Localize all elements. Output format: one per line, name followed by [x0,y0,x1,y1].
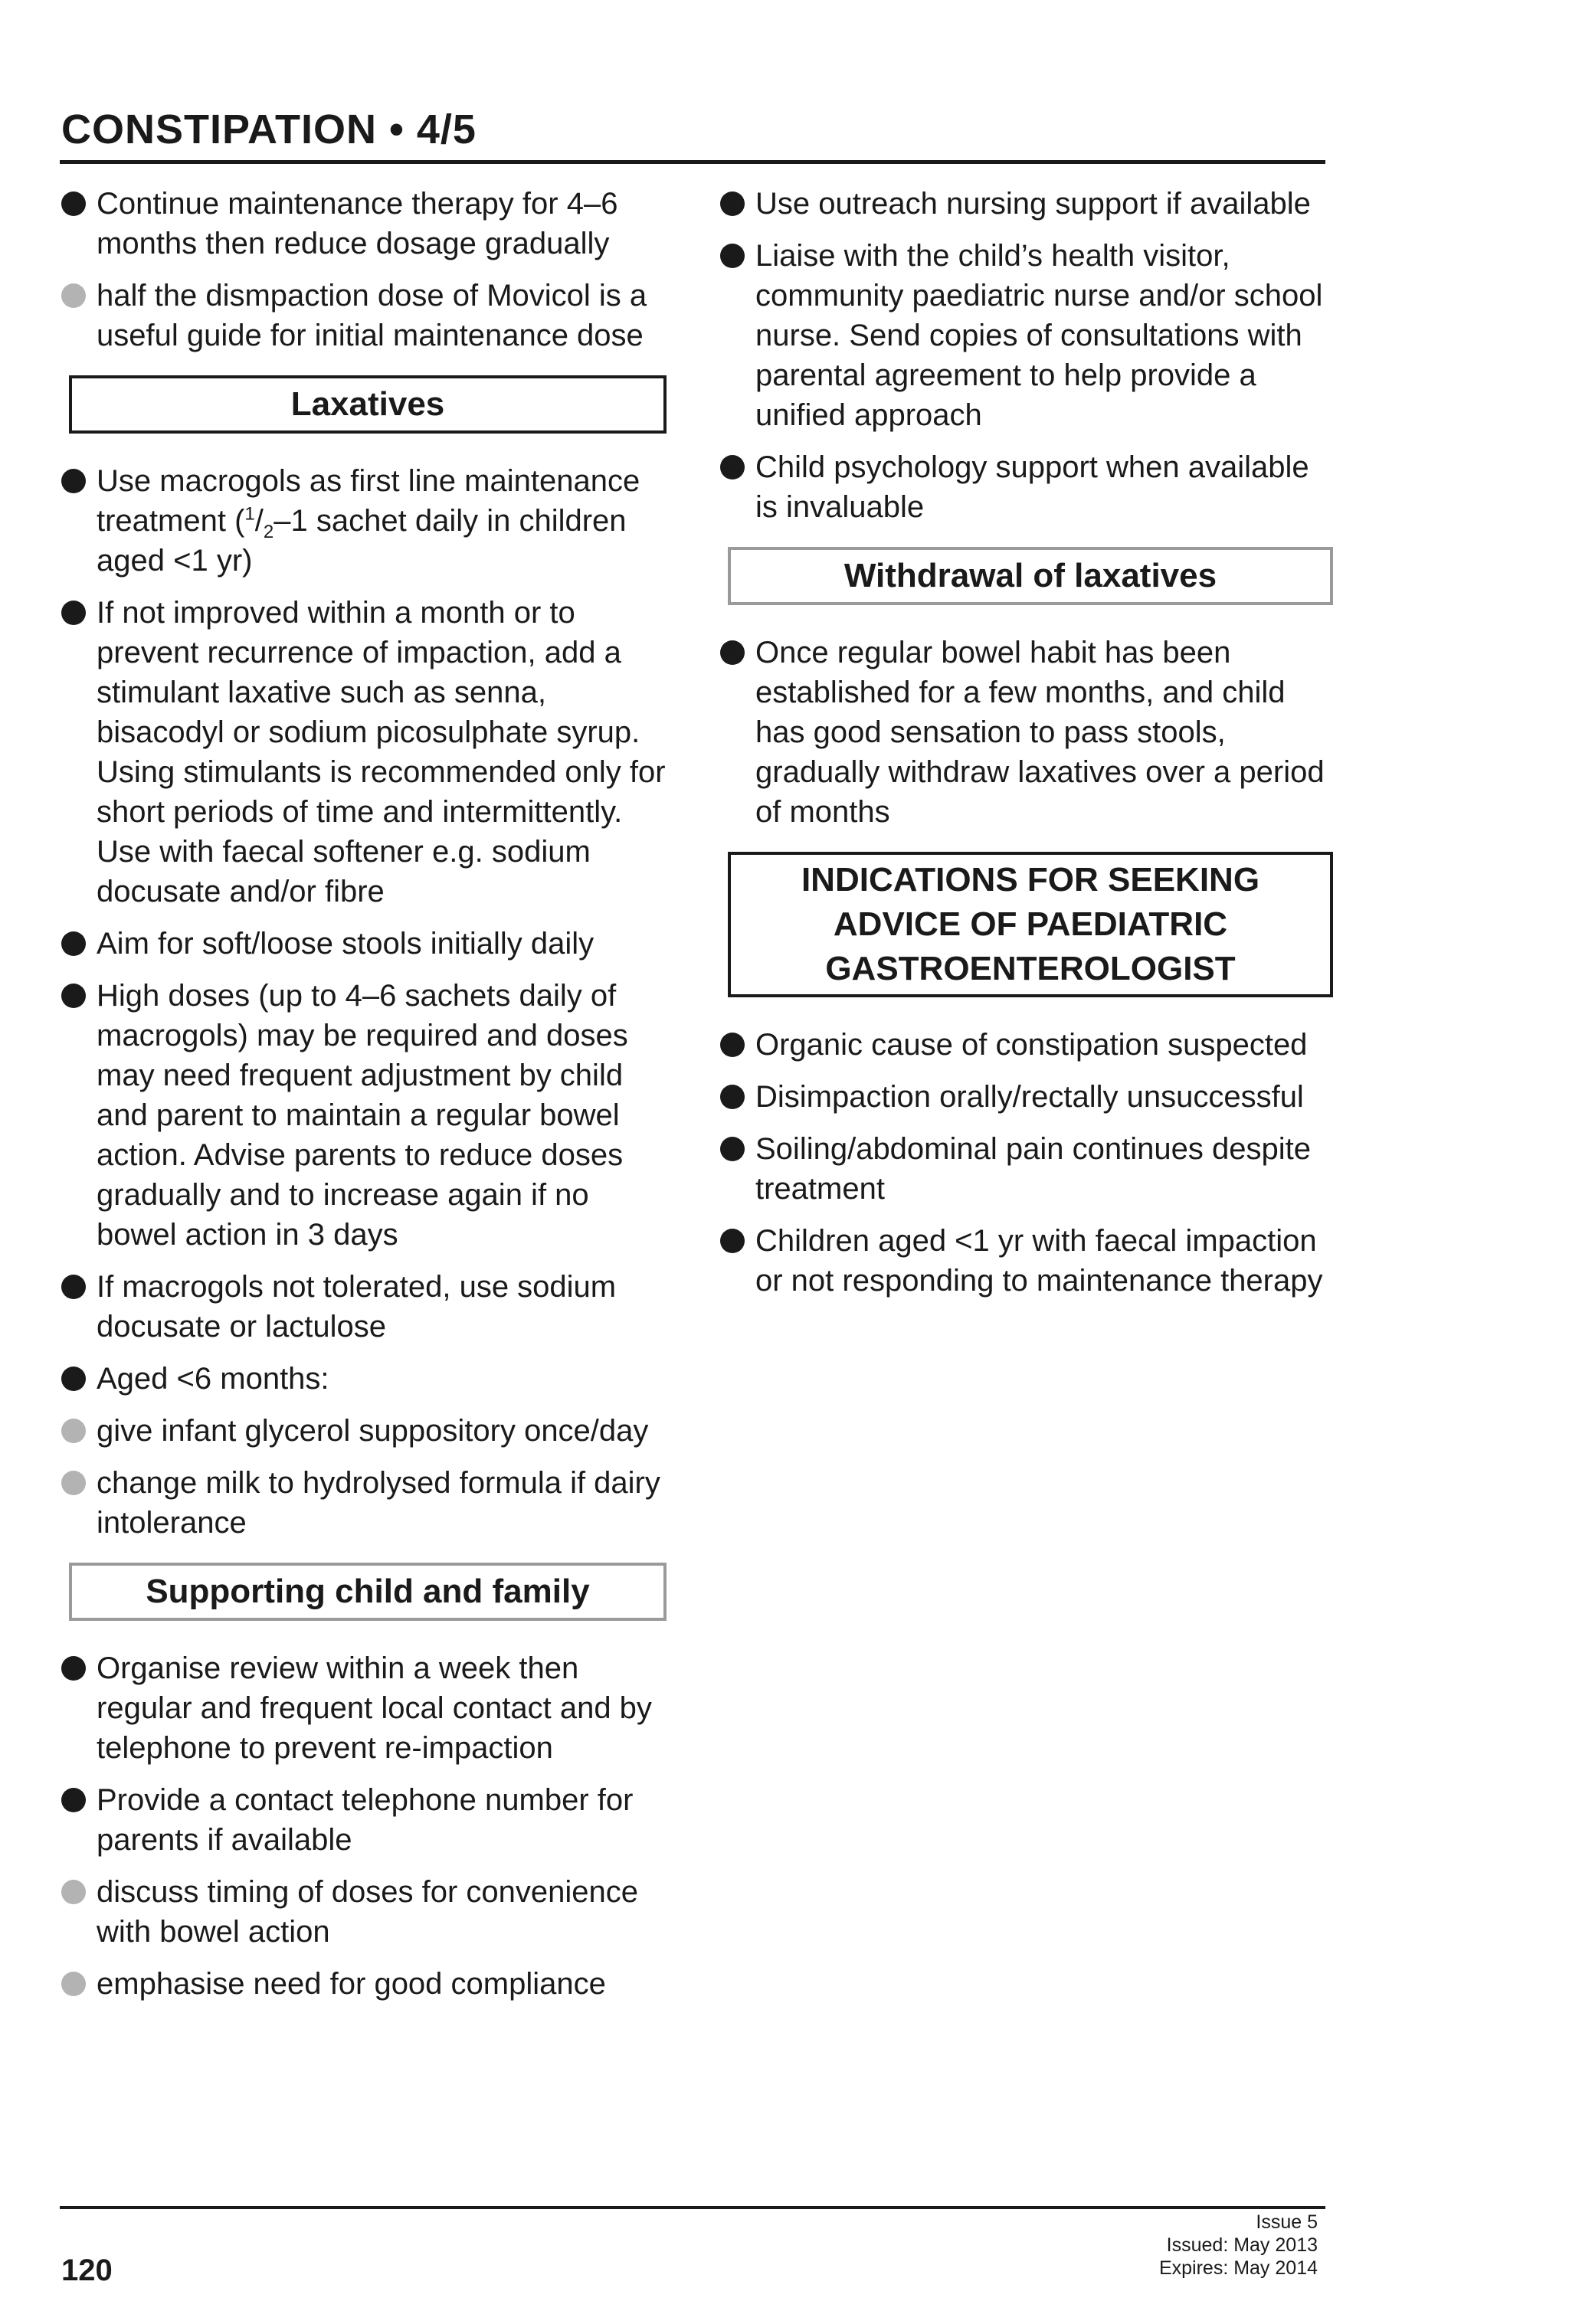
list-item-text: Provide a contact telephone number for parents if available [97,1783,634,1857]
bullet-icon [720,244,745,268]
list-item-text: Children aged <1 yr with faecal impaction or not responding to maintenance therapy [755,1224,1323,1298]
bullet-icon [720,1033,745,1057]
bullet-icon [61,191,86,216]
bullet-icon [720,1229,745,1253]
bullet-icon [61,931,86,956]
list-item [61,1359,667,1399]
list-item-text: change milk to hydrolysed formula if dairy intolerance [97,1466,660,1540]
expiry-date: Expires: May 2014 [1158,2257,1318,2279]
heading-line: GASTROENTEROLOGIST [825,950,1236,987]
list-item-text: discuss timing of doses for convenience with bowel action [97,1875,639,1949]
list-item [61,1411,667,1451]
list-item [61,1872,667,1952]
list-item [720,447,1333,527]
bullet-icon [720,640,745,665]
list-item-text: Organise review within a week then regular and frequent local contact and by telephone to prevent re-impaction [97,1651,652,1765]
list-item-text: Child psychology support when available is invaluable [755,450,1309,524]
list-item [61,976,667,1255]
list-item-text: Liaise with the child’s health visitor, community paediatric nurse and/or school nurse. Send copies of consultations with parental agreement to help provide a unified approach [755,239,1323,432]
heading-line: INDICATIONS FOR SEEKING [801,861,1260,899]
list-item-text: Soiling/abdominal pain continues despite treatment [755,1132,1311,1206]
list-item-text: Once regular bowel habit has been established for a few months, and child has good sensation to pass stools, gradually withdraw laxatives over a period of months [755,636,1325,829]
list-item [720,633,1333,832]
list-item-text: emphasise need for good compliance [97,1967,606,2001]
list-item [61,184,667,263]
list-item-text: Use outreach nursing support if available [755,187,1311,221]
issue-number: Issue 5 [1256,2211,1318,2233]
list-item [720,1221,1333,1301]
list-item-text: Organic cause of constipation suspected [755,1028,1308,1062]
list-item [61,593,667,912]
heading-line: ADVICE OF PAEDIATRIC [833,905,1228,943]
bullet-icon [720,1137,745,1161]
page-title: CONSTIPATION • 4/5 [61,106,477,152]
list-item [61,1463,667,1543]
sub-bullet-icon [61,1880,86,1904]
page-number: 120 [61,2254,113,2287]
bullet-icon [61,1275,86,1299]
list-item [720,1129,1333,1209]
section-heading-laxatives: Laxatives [69,375,667,434]
list-item [61,1648,667,1768]
section-heading-withdrawal: Withdrawal of laxatives [728,547,1333,605]
section-heading-indications [728,852,1333,997]
sub-bullet-icon [61,1972,86,1996]
list-item [61,1267,667,1347]
list-item-text: give infant glycerol suppository once/day [97,1414,649,1448]
list-item [61,924,667,964]
right-column [720,184,1333,1313]
bullet-icon [61,469,86,493]
list-item-text: Disimpaction orally/rectally unsuccessful [755,1080,1304,1114]
list-item-text: Aim for soft/loose stools initially daily [97,927,595,961]
list-item [61,1964,667,2004]
list-item-text: Use macrogols as first line maintenance treatment ($^1/_2-1$ sachet daily in children aged <1 yr) [97,464,640,578]
header-rule [60,160,1325,164]
list-item [720,1077,1333,1117]
bullet-icon [720,1085,745,1109]
list-item [61,461,667,581]
list-item-text: High doses (up to 4–6 sachets daily of macrogols) may be required and doses may need frequent adjustment by child and parent to maintain a regular bowel action. Advise parents to reduce doses gradually and to increase again if no bowel action in 3 days [97,979,628,1252]
list-item-text: half the dismpaction dose of Movicol is a useful guide for initial maintenance dose [97,279,647,352]
list-item [61,276,667,355]
issue-info [1159,2211,1318,2280]
list-item-text: Aged <6 months: [97,1362,329,1396]
left-column [61,184,667,2016]
bullet-icon [61,1788,86,1812]
footer-rule [60,2206,1325,2209]
list-item-text: If macrogols not tolerated, use sodium docusate or lactulose [97,1270,617,1344]
issued-date: Issued: May 2013 [1166,2234,1318,2256]
list-item [720,236,1333,435]
list-item-text: Continue maintenance therapy for 4–6 months then reduce dosage gradually [97,187,618,260]
sub-bullet-icon [61,1471,86,1495]
bullet-icon [61,984,86,1008]
bullet-icon [720,191,745,216]
bullet-icon [61,601,86,625]
list-item [720,1025,1333,1065]
section-heading-supporting: Supporting child and family [69,1563,667,1621]
list-item [720,184,1333,224]
bullet-icon [720,455,745,480]
bullet-icon [61,1367,86,1391]
sub-bullet-icon [61,283,86,308]
list-item-text: If not improved within a month or to prevent recurrence of impaction, add a stimulant laxative such as senna, bisacodyl or sodium picosulphate syrup. Using stimulants is recommended only for short periods of time and intermittently. Use with faecal softener e.g. sodium docusate and/or fibre [97,596,666,908]
sub-bullet-icon [61,1419,86,1443]
list-item [61,1780,667,1860]
bullet-icon [61,1656,86,1681]
